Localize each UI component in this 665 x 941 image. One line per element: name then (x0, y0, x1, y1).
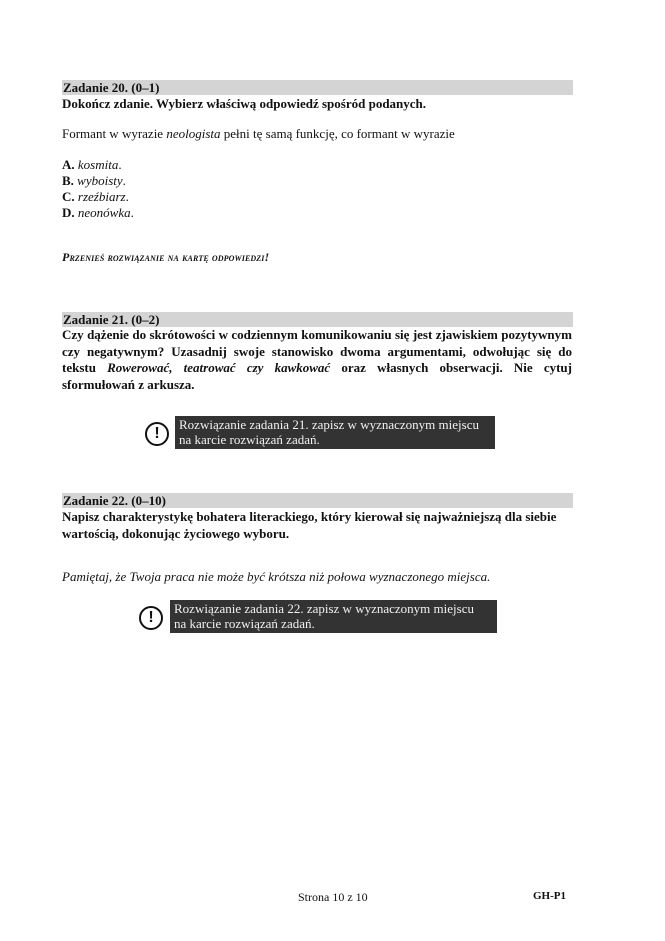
task20-option-b (62, 173, 126, 189)
option-text: rzeźbiarz (77, 189, 126, 204)
transfer-note-rest: rzenieś rozwiązanie na kartę odpowiedzi (69, 250, 265, 264)
task20-option-d (62, 205, 134, 221)
task20-option-a (62, 157, 122, 173)
transfer-answer-note (62, 250, 269, 265)
task21-text-title: Rowerować, teatrować czy kawkować (107, 360, 331, 375)
task22-header: Zadanie 22. (0–10) (62, 493, 573, 508)
notice-line: Rozwiązanie zadania 21. zapisz w wyznaczonym miejscu (179, 417, 479, 432)
task20-question-word: neologista (166, 126, 221, 141)
task20-instruction: Dokończ zdanie. Wybierz właściwą odpowiedź spośród podanych. (62, 96, 427, 111)
option-letter: D. (62, 205, 75, 220)
notice-line: Rozwiązanie zadania 22. zapisz w wyznaczonym miejscu (174, 601, 474, 616)
notice-line: na karcie rozwiązań zadań. (174, 616, 315, 631)
task21-instruction-part1: Czy dążenie do skrótowości w codziennym komunikowaniu się jest zjawiskiem pozytywnym czy negatywnym? Uzasadnij swoje stanowisko dwoma argumentami, odwołując się do tekstu (62, 327, 572, 375)
option-text: wyboisty (77, 173, 123, 188)
task21-instruction (62, 327, 572, 393)
task20-header: Zadanie 20. (0–1) (62, 80, 573, 95)
task20-question (62, 126, 455, 142)
transfer-note-first: P (62, 250, 70, 264)
task22-reminder: Pamiętaj, że Twoja praca nie może być krótsza niż połowa wyznaczonego miejsca. (62, 569, 491, 584)
task20-question-pre: Formant w wyrazie (62, 126, 167, 141)
option-text: neonówka (77, 205, 131, 220)
exclamation-icon: ! (145, 422, 169, 446)
notice-line: na karcie rozwiązań zadań. (179, 432, 320, 447)
option-end: . (122, 173, 126, 188)
task21-notice-box (175, 416, 495, 449)
page-number: Strona 10 z 10 (298, 890, 368, 904)
option-end: . (125, 189, 129, 204)
task20-option-c (62, 189, 129, 205)
option-end: . (118, 157, 122, 172)
option-letter: C. (62, 189, 75, 204)
option-letter: B. (62, 173, 74, 188)
task22-instruction: Napisz charakterystykę bohatera literackiego, który kierował się najważniejszą dla siebie wartością, dokonując życiowego wyboru. (62, 509, 557, 541)
transfer-note-end: ! (264, 250, 270, 264)
task21-instruction-part2: oraz własnych obserwacji. Nie cytuj sformułowań z arkusza. (62, 360, 572, 392)
task21-header: Zadanie 21. (0–2) (62, 312, 573, 327)
option-letter: A. (62, 157, 75, 172)
exclamation-icon: ! (139, 606, 163, 630)
option-text: kosmita (77, 157, 119, 172)
option-end: . (130, 205, 134, 220)
task20-question-post: pełni tę samą funkcję, co formant w wyrazie (220, 126, 455, 141)
task22-notice-box (170, 600, 497, 633)
exam-code: GH-P1 (533, 890, 566, 902)
